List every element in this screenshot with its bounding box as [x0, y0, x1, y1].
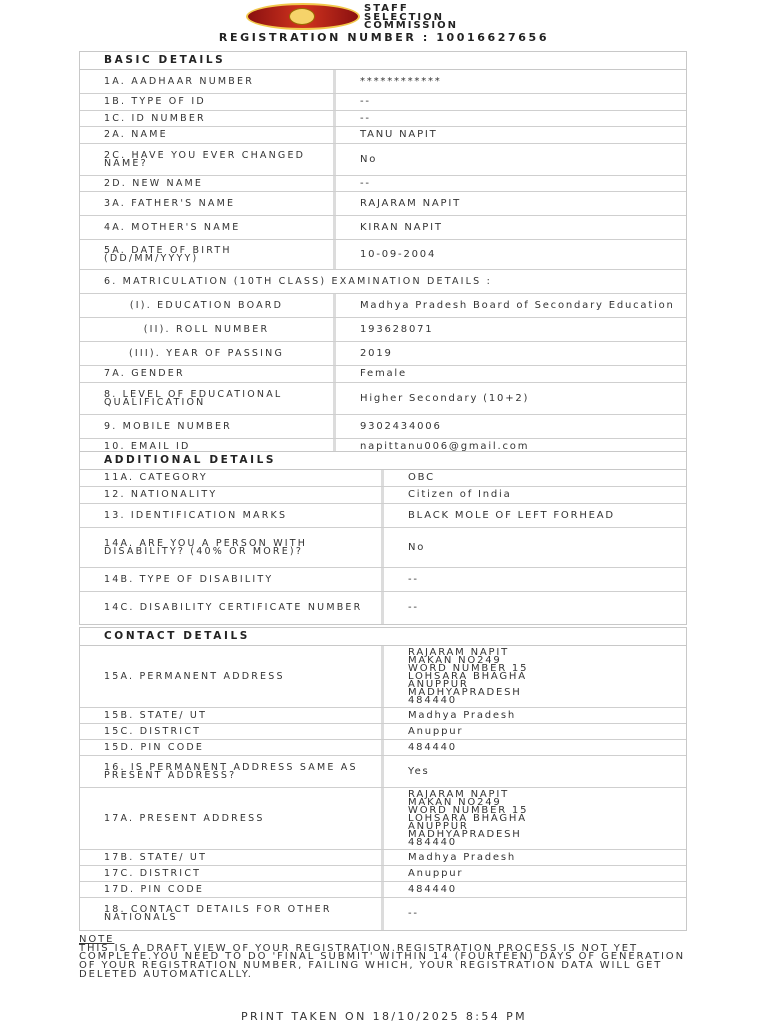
field-label: 1C. ID NUMBER	[80, 111, 336, 126]
field-label: 10. EMAIL ID	[80, 439, 336, 455]
table-row	[80, 487, 686, 504]
table-row	[80, 342, 686, 366]
field-value: KIRAN NAPIT	[360, 221, 443, 233]
matriculation-heading: 6. MATRICULATION (10TH CLASS) EXAMINATION DETAILS :	[104, 275, 493, 287]
field-value: No	[408, 541, 426, 553]
field-label: 8. LEVEL OF EDUCATIONAL QUALIFICATION	[80, 383, 336, 414]
field-value: Anuppur	[408, 725, 464, 737]
field-value: napittanu006@gmail.com	[360, 441, 530, 452]
table-row	[80, 270, 686, 294]
field-label: 2D. NEW NAME	[80, 176, 336, 191]
section-title-basic: BASIC DETAILS	[80, 52, 686, 70]
field-value: No	[360, 153, 378, 165]
table-row	[80, 788, 686, 850]
organization-name: STAFF SELECTION COMMISSION	[364, 3, 459, 31]
field-value: ************	[360, 75, 442, 87]
table-row	[80, 504, 686, 528]
field-value: 10-09-2004	[360, 248, 437, 260]
field-label: 17C. DISTRICT	[80, 866, 384, 881]
contact-details-section	[79, 627, 687, 931]
field-label: 15B. STATE/ UT	[80, 708, 384, 723]
table-row	[80, 318, 686, 342]
table-row	[80, 470, 686, 487]
emblem-seal-icon	[289, 8, 315, 25]
field-label: 17A. PRESENT ADDRESS	[80, 788, 384, 849]
field-label: 15A. PERMANENT ADDRESS	[80, 646, 384, 707]
field-value: 2019	[360, 347, 393, 359]
field-label: 16. IS PERMANENT ADDRESS SAME AS PRESENT ADDRESS?	[80, 756, 384, 787]
field-label: 18. CONTACT DETAILS FOR OTHER NATIONALS	[80, 898, 384, 930]
table-row	[80, 866, 686, 882]
table-row	[80, 568, 686, 592]
table-row	[80, 898, 686, 930]
registration-number-title: REGISTRATION NUMBER : 10016627656	[218, 31, 550, 44]
field-value: 484440	[408, 741, 457, 753]
field-label: 2A. NAME	[80, 127, 336, 143]
field-label: 13. IDENTIFICATION MARKS	[80, 504, 384, 527]
field-label: 4A. MOTHER'S NAME	[80, 216, 336, 239]
field-value: RAJARAM NAPIT MAKAN NO249 WORD NUMBER 15 LOHSARA BHAGHA ANUPPUR MADHYAPRADESH 484440	[408, 646, 529, 706]
field-value: Citizen of India	[408, 489, 512, 500]
field-label: 9. MOBILE NUMBER	[80, 415, 336, 438]
field-label: 12. NATIONALITY	[80, 487, 384, 503]
basic-details-section	[79, 51, 687, 456]
header	[0, 0, 768, 34]
table-row	[80, 724, 686, 740]
table-row	[80, 528, 686, 568]
field-label: (II). ROLL NUMBER	[80, 318, 336, 341]
section-title-contact: CONTACT DETAILS	[80, 628, 686, 646]
field-value: Madhya Pradesh	[408, 709, 517, 721]
table-row	[80, 176, 686, 192]
field-value: Yes	[408, 765, 430, 777]
table-row	[80, 415, 686, 439]
table-row	[80, 240, 686, 270]
field-value: OBC	[408, 472, 435, 483]
table-row	[80, 144, 686, 176]
field-label: 2C. HAVE YOU EVER CHANGED NAME?	[80, 144, 336, 175]
table-row	[80, 111, 686, 127]
table-row	[80, 192, 686, 216]
field-value: --	[408, 573, 419, 585]
table-row	[80, 366, 686, 383]
table-row	[80, 216, 686, 240]
table-row	[80, 70, 686, 94]
field-value: TANU NAPIT	[360, 129, 438, 140]
field-value: --	[360, 177, 371, 189]
field-label: 7A. GENDER	[80, 366, 336, 382]
field-label: 1A. AADHAAR NUMBER	[80, 70, 336, 93]
table-row	[80, 882, 686, 898]
note-heading: NOTE	[79, 934, 115, 945]
field-value: BLACK MOLE OF LEFT FORHEAD	[408, 509, 615, 521]
field-label: (III). YEAR OF PASSING	[80, 342, 336, 365]
table-row	[80, 708, 686, 724]
ssc-emblem-icon	[246, 3, 360, 30]
table-row	[80, 740, 686, 756]
field-label: 15D. PIN CODE	[80, 740, 384, 755]
field-value: 9302434006	[360, 420, 442, 432]
section-title-additional: ADDITIONAL DETAILS	[80, 452, 686, 470]
field-label: 3A. FATHER'S NAME	[80, 192, 336, 215]
field-label: 5A. DATE OF BIRTH (DD/MM/YYYY)	[80, 240, 336, 269]
field-value: --	[408, 908, 419, 919]
table-row	[80, 94, 686, 111]
field-value: 193628071	[360, 323, 434, 335]
field-value: Anuppur	[408, 867, 464, 879]
field-value: 484440	[408, 883, 457, 895]
field-value: Higher Secondary (10+2)	[360, 392, 530, 404]
table-row	[80, 294, 686, 318]
field-value: RAJARAM NAPIT MAKAN NO249 WORD NUMBER 15 LOHSARA BHAGHA ANUPPUR MADHYAPRADESH 484440	[408, 788, 529, 848]
field-label: 15C. DISTRICT	[80, 724, 384, 739]
field-label: 14B. TYPE OF DISABILITY	[80, 568, 384, 591]
table-row	[80, 850, 686, 866]
field-label: 17D. PIN CODE	[80, 882, 384, 897]
field-value: --	[408, 602, 419, 613]
table-row	[80, 383, 686, 415]
field-value: Madhya Pradesh	[408, 851, 517, 863]
field-label: 11A. CATEGORY	[80, 470, 384, 486]
note-text: THIS IS A DRAFT VIEW OF YOUR REGISTRATION.REGISTRATION PROCESS IS NOT YET COMPLETE.YOU NEED TO DO 'FINAL SUBMIT' WITHIN 14 (FOURTEEN) DAYS OF GENERATION OF YOUR REGISTRATION NUMBER, FAILING WHICH, YOUR REGISTRATION DATA WILL GET DELETED AUTOMATICALLY.	[79, 942, 685, 980]
draft-note	[79, 936, 699, 980]
field-value: --	[360, 96, 371, 107]
field-value: Madhya Pradesh Board of Secondary Education	[360, 299, 675, 311]
field-label: 17B. STATE/ UT	[80, 850, 384, 865]
additional-details-section	[79, 451, 687, 625]
field-value: Female	[360, 368, 407, 379]
field-value: --	[360, 112, 371, 124]
field-label: 14C. DISABILITY CERTIFICATE NUMBER	[80, 592, 384, 624]
field-label: 14A. ARE YOU A PERSON WITH DISABILITY? (40% OR MORE)?	[80, 528, 384, 567]
table-row	[80, 646, 686, 708]
table-row	[80, 127, 686, 144]
field-value: RAJARAM NAPIT	[360, 197, 461, 209]
table-row	[80, 756, 686, 788]
table-row	[80, 592, 686, 624]
print-timestamp: PRINT TAKEN ON 18/10/2025 8:54 PM	[240, 1010, 528, 1023]
field-label: 1B. TYPE OF ID	[80, 94, 336, 110]
field-label: (I). EDUCATION BOARD	[80, 294, 336, 317]
